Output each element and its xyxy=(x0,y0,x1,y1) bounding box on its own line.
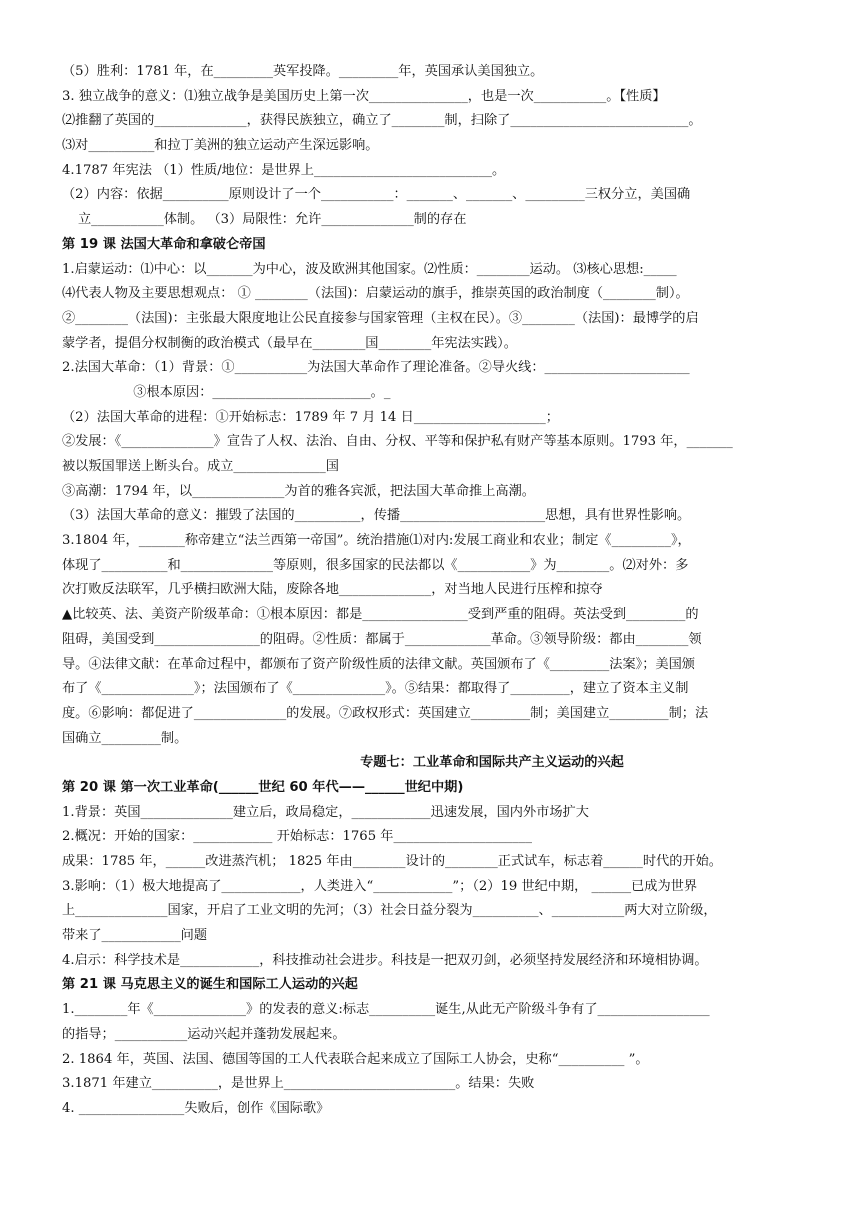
text-line: 3.1871 年建立__________，是世界上__________________________。结果：失败 xyxy=(62,1076,535,1092)
text-line: 3. 独立战争的意义：⑴独立战争是美国历史上第一次_______________，也是一次___________。【性质】 xyxy=(62,88,666,104)
text-line: 上______________国家，开启了工业文明的先河；（3）社会日益分裂为__________、___________两大对立阶级， xyxy=(62,903,717,919)
text-line: 4.1787 年宪法 （1）性质/地位：是世界上___________________________。 xyxy=(62,162,506,178)
topic-heading: 专题七：工业革命和国际共产主义运动的兴起 xyxy=(360,755,624,771)
text-line: ②发展：《______________》宣告了人权、法治、自由、分权、平等和保护私有财产等基本原则。1793 年，_______ xyxy=(62,434,733,450)
text-line: 阻碍，美国受到________________的阻碍。②性质：都属于_____________革命。③领导阶级：都由________领 xyxy=(62,631,702,647)
text-line: ③高潮：1794 年，以______________为首的雅各宾派，把法国大革命推上高潮。 xyxy=(62,483,535,499)
lesson-heading: 第 21 课 马克思主义的诞生和国际工人运动的兴起 xyxy=(62,977,358,993)
text-line: 1.启蒙运动：⑴中心：以_______为中心，波及欧洲其他国家。⑵性质：________运动。 ⑶核心思想:_____ xyxy=(62,261,677,277)
text-line: 次打败反法联军，几乎横扫欧洲大陆，废除各地______________，对当地人民进行压榨和掠夺 xyxy=(62,582,603,598)
text-line: 3.影响：（1）极大地提高了____________，人类进入“____________”；（2）19 世纪中期， ______已成为世界 xyxy=(62,878,698,894)
text-line: （2）法国大革命的进程：①开始标志：1789 年 7 月 14 日____________________； xyxy=(62,409,559,425)
text-line: ⑵推翻了英国的______________，获得民族独立，确立了________制，扫除了___________________________。 xyxy=(62,113,702,129)
text-line: 2. 1864 年，英国、法国、德国等国的工人代表联合起来成立了国际工人协会，史称“__________ ”。 xyxy=(62,1051,649,1067)
text-line: 布了《______________》；法国颁布了《______________》。⑤结果：都取得了_________，建立了资本主义制 xyxy=(62,681,689,697)
text-line: ⑶对__________和拉丁美洲的独立运动产生深远影响。 xyxy=(62,138,379,154)
text-line: 度。⑥影响：都促进了______________的发展。⑦政权形式：英国建立_________制；美国建立_________制；法 xyxy=(62,705,709,721)
text-line: 蒙学者，提倡分权制衡的政治模式（最早在________国________年宪法实践）。 xyxy=(62,335,517,351)
text-line: ②________（法国)：主张最大限度地让公民直接参与国家管理（主权在民）。③________（法国)：最博学的启 xyxy=(62,310,699,326)
text-line: 4.启示：科学技术是____________，科技推动社会进步。科技是一把双刃剑，必须坚持发展经济和环境相协调。 xyxy=(62,952,708,968)
text-line: 导。④法律文献：在革命过程中，都颁布了资产阶级性质的法律文献。英国颁布了《_________法案》；美国颁 xyxy=(62,656,695,672)
text-line: 体现了__________和______________等原则，很多国家的民法都以《___________》为________。⑵对外：多 xyxy=(62,557,689,573)
text-line: 2.法国大革命：（1）背景：①___________为法国大革命作了理论准备。②导火线：______________________ xyxy=(62,360,690,376)
text-line: 3.1804 年，_______称帝建立“法兰西第一帝国”。统治措施⑴对内:发展工商业和农业；制定《_________》， xyxy=(62,533,691,549)
text-line: 1.________年《______________》的发表的意义:标志__________诞生,从此无产阶级斗争有了_________________ xyxy=(62,1002,710,1018)
text-line: 被以叛国罪送上断头台。成立______________国 xyxy=(62,459,339,474)
lesson-heading: 第 20 课 第一次工业革命(______世纪 60 年代——______世纪中期) xyxy=(62,779,464,795)
worksheet-page xyxy=(62,60,802,1122)
text-line: 1.背景：英国______________建立后，政局稳定，____________迅速发展，国内外市场扩大 xyxy=(62,804,589,820)
text-line: 国确立_________制。 xyxy=(62,730,188,746)
text-line: 带来了____________问题 xyxy=(62,928,208,944)
text-line: （2）内容：依据__________原则设计了一个___________：_______、_______、_________三权分立，美国确 xyxy=(62,187,691,203)
text-line: （3）法国大革命的意义：摧毁了法国的__________，传播______________________思想，具有世界性影响。 xyxy=(62,508,691,524)
text-line: 2.概况：开始的国家：____________ 开始标志：1765 年_____________________ xyxy=(62,829,532,845)
text-line: ▲比较英、法、美资产阶级革命：①根本原因：都是________________受到严重的阻碍。英法受到_________的 xyxy=(62,607,699,623)
text-line: 立___________体制。 （3）局限性：允许______________制的存在 xyxy=(78,212,467,228)
text-line: 4. ________________失败后，创作《国际歌》 xyxy=(62,1100,330,1116)
text-line: （5）胜利：1781 年，在_________英军投降。_________年，英国承认美国独立。 xyxy=(62,64,544,79)
text-line: ③根本原因：________________________。_ xyxy=(62,384,391,400)
text-line: ⑷代表人物及主要思想观点： ① ________（法国)：启蒙运动的旗手，推崇英国的政治制度（________制）。 xyxy=(62,286,689,302)
text-line: 的指导；___________运动兴起并蓬勃发展起来。 xyxy=(62,1026,346,1042)
lesson-heading: 第 19 课 法国大革命和拿破仑帝国 xyxy=(62,236,266,252)
text-line: 成果：1785 年，______改进蒸汽机； 1825 年由________设计的________正式试车，标志着______时代的开始。 xyxy=(62,854,722,869)
